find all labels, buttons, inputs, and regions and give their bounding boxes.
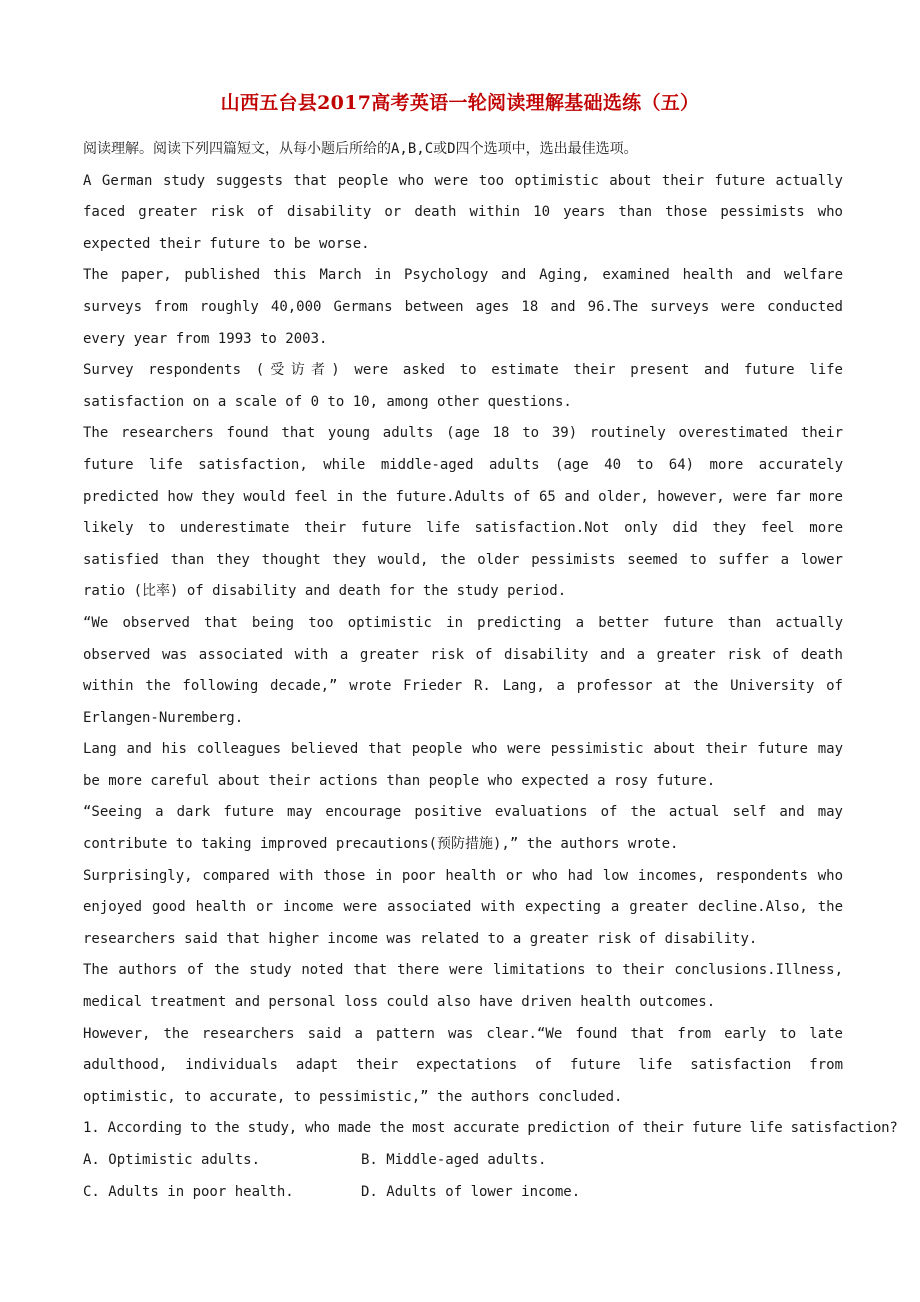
option-d: D. Adults of lower income. xyxy=(361,1183,581,1200)
question-1-options-row-2 xyxy=(83,1177,843,1209)
paragraph-2: The paper, published this March in Psychology and Aging, examined health and welfare surveys from roughly 40,000 Germans between ages 18 and 96.The surveys were conducted every year from 1993 to 2003. xyxy=(83,267,843,347)
paragraph-8: Surprisingly, compared with those in poor health or who had low incomes, respondents who enjoyed good health or income were associated with expecting a greater decline.Also, the researchers said that higher income was related to a greater risk of disability. xyxy=(83,867,843,947)
question-1-options-row-1 xyxy=(83,1145,843,1177)
option-b: B. Middle-aged adults. xyxy=(361,1152,547,1168)
option-c: C. Adults in poor health. xyxy=(83,1183,294,1200)
question-1-text: 1. According to the study, who made the most accurate prediction of their future life satisfaction? xyxy=(83,1120,898,1137)
document-body xyxy=(83,134,898,1208)
option-a: A. Optimistic adults. xyxy=(83,1152,261,1168)
paragraph-1: A German study suggests that people who were too optimistic about their future actually faced greater risk of disability or death within 10 years than those pessimists who expected their future to be worse. xyxy=(83,172,843,252)
instruction-text: 阅读理解。阅读下列四篇短文，从每小题后所给的A,B,C或D四个选项中，选出最佳选项。 xyxy=(83,141,638,157)
paragraph-6: Lang and his colleagues believed that people who were pessimistic about their future may be more careful about their actions than people who expected a rosy future. xyxy=(83,741,843,789)
paragraph-7: “Seeing a dark future may encourage positive evaluations of the actual self and may contribute to taking improved precautions(预防措施),” the authors wrote. xyxy=(83,804,843,853)
paragraph-4: The researchers found that young adults (age 18 to 39) routinely overestimated their future life satisfaction, while middle-aged adults (age 40 to 64) more accurately predicted how they would feel in the future.Adults of 65 and older, however, were far more likely to underestimate their future life satisfaction.Not only did they feel more satisfied than they thought they would, the older pessimists seemed to suffer a lower ratio (比率) of disability and death for the study period. xyxy=(83,425,843,600)
document-title: 山西五台县2017高考英语一轮阅读理解基础选练（五） xyxy=(220,92,700,114)
paragraph-10: However, the researchers said a pattern was clear.“We found that from early to late adulthood, individuals adapt their expectations of future life satisfaction from optimistic, to accurate, to pessimistic,” the authors concluded. xyxy=(83,1025,843,1105)
paragraph-3: Survey respondents (受访者) were asked to estimate their present and future life satisfaction on a scale of 0 to 10, among other questions. xyxy=(83,362,843,410)
paragraph-9: The authors of the study noted that there were limitations to their conclusions.Illness, medical treatment and personal loss could also have driven health outcomes. xyxy=(83,962,843,1011)
paragraph-5: “We observed that being too optimistic in predicting a better future than actually observed was associated with a greater risk of disability and a greater risk of death within the following decade,” wrote Frieder R. Lang, a professor at the University of Erlangen-Nuremberg. xyxy=(83,614,843,726)
